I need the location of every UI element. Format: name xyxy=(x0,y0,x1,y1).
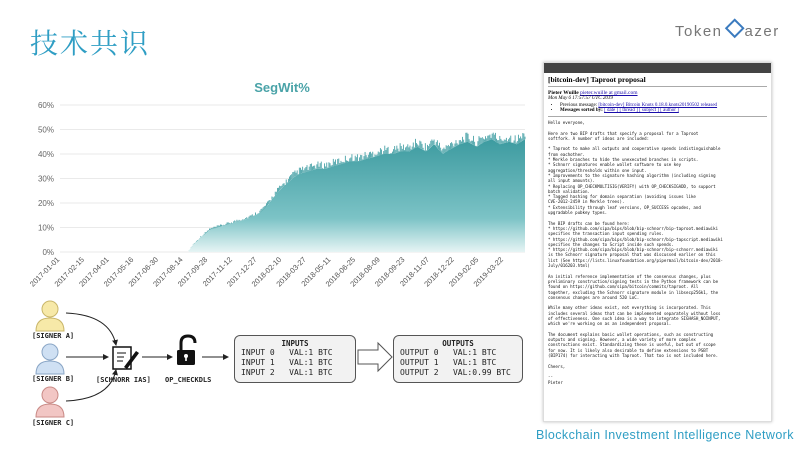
output-row-1: OUTPUT 1 VAL:1 BTC xyxy=(400,358,497,367)
y-tick-label: 0% xyxy=(42,248,54,257)
x-tick-label: 2018-03-27 xyxy=(274,255,308,289)
mail-sorted-label: Messages sorted by: xyxy=(560,108,603,113)
mail-from-email[interactable]: pieter.wuille at gmail.com xyxy=(580,90,638,96)
checkdls-label: OP_CHECKDLS xyxy=(165,376,212,384)
mail-from-name: Pieter Wuille xyxy=(548,90,579,96)
input-row-2: INPUT 2 VAL:1 BTC xyxy=(241,368,333,377)
signer-c-icon xyxy=(36,387,64,417)
x-tick-label: 2017-11-12 xyxy=(200,255,234,289)
x-tick-label: 2018-11-07 xyxy=(398,255,432,289)
mail-nav-list xyxy=(560,103,771,113)
x-tick-label: 2019-02-05 xyxy=(446,255,481,289)
mail-date: Mon May 6 17:57:57 UTC 2019 xyxy=(548,96,613,101)
x-tick-label: 2017-01-01 xyxy=(27,255,62,289)
x-tick-label: 2018-09-23 xyxy=(372,255,407,289)
signer-a-label: [SIGNER A] xyxy=(32,332,75,340)
x-tick-label: 2017-09-28 xyxy=(175,255,210,289)
x-tick-label: 2017-04-01 xyxy=(77,255,111,289)
signer-c-label: [SIGNER C] xyxy=(32,419,75,427)
chart-title: SegWit% xyxy=(254,80,310,95)
logo-text-right: azer xyxy=(744,23,780,40)
chart-area-layer xyxy=(189,133,525,252)
mail-sorted-links[interactable]: [ date ] [ thread ] [ subject ] [ author ] xyxy=(604,108,679,113)
arrow-signer-a xyxy=(66,313,116,345)
mail-subject: [bitcoin-dev] Taproot proposal xyxy=(548,75,767,87)
signed-document-icon xyxy=(113,347,139,369)
x-tick-label: 2018-06-25 xyxy=(323,255,358,289)
logo-g-icon xyxy=(724,18,744,38)
footer-tagline: Blockchain Investment Intelligence Network xyxy=(536,428,794,442)
mail-divider xyxy=(548,116,767,117)
x-tick-label: 2017-02-15 xyxy=(52,255,87,289)
inputs-title: INPUTS xyxy=(281,339,309,348)
mail-sorted-item xyxy=(560,108,771,113)
x-tick-label: 2019-03-22 xyxy=(471,255,506,289)
outputs-title: OUTPUTS xyxy=(442,339,474,348)
y-tick-label: 10% xyxy=(37,223,54,233)
y-tick-label: 20% xyxy=(37,199,54,208)
input-row-0: INPUT 0 VAL:1 BTC xyxy=(241,348,333,357)
x-tick-label: 2018-05-11 xyxy=(299,255,333,289)
x-tick-label: 2018-02-10 xyxy=(249,255,284,289)
slide-title: 技术共识 xyxy=(30,27,151,60)
x-tick-label: 2018-12-22 xyxy=(422,255,456,289)
segwit-chart xyxy=(0,70,540,295)
x-tick-label: 2017-12-27 xyxy=(225,255,259,289)
mailing-list-email xyxy=(543,62,772,422)
mail-prev-link[interactable]: [bitcoin-dev] Bitcoin Knots 0.18.0.knots20190502 released xyxy=(598,103,718,108)
mail-top-bar xyxy=(544,63,771,73)
x-axis-labels xyxy=(28,255,505,288)
signer-b-label: [SIGNER B] xyxy=(32,375,75,383)
signer-b-icon xyxy=(36,344,64,374)
x-tick-label: 2017-08-14 xyxy=(151,255,185,289)
tokengazer-logo xyxy=(675,22,780,40)
mail-prev-label: Previous message: xyxy=(560,103,598,108)
y-tick-label: 40% xyxy=(37,150,54,159)
schnorr-label: [SCHNORR IAS] xyxy=(96,376,151,384)
x-tick-label: 2017-06-30 xyxy=(126,255,161,289)
y-axis-labels xyxy=(38,101,54,257)
outputs-box xyxy=(393,335,523,383)
output-row-0: OUTPUT 0 VAL:1 BTC xyxy=(400,348,497,357)
inputs-box xyxy=(234,335,356,383)
y-tick-label: 60% xyxy=(37,101,54,110)
input-row-1: INPUT 1 VAL:1 BTC xyxy=(241,358,333,367)
taproot-diagram xyxy=(0,295,540,430)
arrow-inputs-to-outputs xyxy=(358,343,392,371)
signer-a-icon xyxy=(36,301,64,331)
segwit-area-series xyxy=(189,139,525,252)
y-tick-label: 30% xyxy=(37,174,54,184)
x-tick-label: 2018-08-09 xyxy=(348,255,382,289)
x-tick-label: 2017-05-16 xyxy=(101,255,136,289)
output-row-2: OUTPUT 2 VAL:0.99 BTC xyxy=(400,368,511,377)
logo-text-left: Token xyxy=(675,23,723,40)
y-tick-label: 50% xyxy=(37,125,54,135)
unlocked-padlock-icon xyxy=(177,336,195,365)
mail-body: Hello everyone, Here are two BIP drafts that specify a proposal for a Taproot softfork. A number of ideas are included: * Taproot to make all outputs and cooperative spends indistinguishable from eachother. * Merkle branches to hide the unexecuted branches in scripts. * Schnorr signatures enable wallet software to use key aggregation/thresholds within one input. * Improvements to the signature hashing algorithm (including signing all input amounts). * Replacing OP_CHECKMULTISIG(VERIFY) with OP_CHECKSIGADD, to support batch validation. * Tagged hashing for domain separation (avoiding issues like CVE-2012-2459 in Merkle trees). * Extensibility through leaf versions, OP_SUCCESS opcodes, and upgradable pubkey types. The BIP drafts can be found here: * https://github.com/sipa/bips/blob/bip-schnorr/bip-taproot.mediawiki specifies the transaction input spending rules. * https://github.com/sipa/bips/blob/bip-schnorr/bip-tapscript.mediawiki specifies the changes to Script inside such spends. * https://github.com/sipa/bips/blob/bip-schnorr/bip-schnorr.mediawiki is the Schnorr signature proposal that was discussed earlier on this list (See https://lists.linuxfoundation.org/pipermail/bitcoin-dev/2018- July/016203.html) An initial reference implementation of the consensus changes, plus preliminary construction/signing tests in the Python framework can be found on https://github.com/sipa/bitcoin/commits/taproot. All together, excluding the Schnorr signature module in libsecp256k1, the consensus changes are around 520 LoC. While many other ideas exist, not everything is incorporated. This includes several ideas that can be implemented separately without loss of effectiveness. One such idea is a way to integrate SIGHASH_NOINPUT, which we're working on as an independent proposal. The document explains basic wallet operations, such as constructing outputs and signing. However, a wide variety of more complex constructions exist. Standardizing these is useful, but out of scope for now. It is likely also desirable to define extensions to PSBT (BIP174) for interacting with Taproot. That too is not included here. Cheers, -- Pieter xyxy=(548,120,723,385)
